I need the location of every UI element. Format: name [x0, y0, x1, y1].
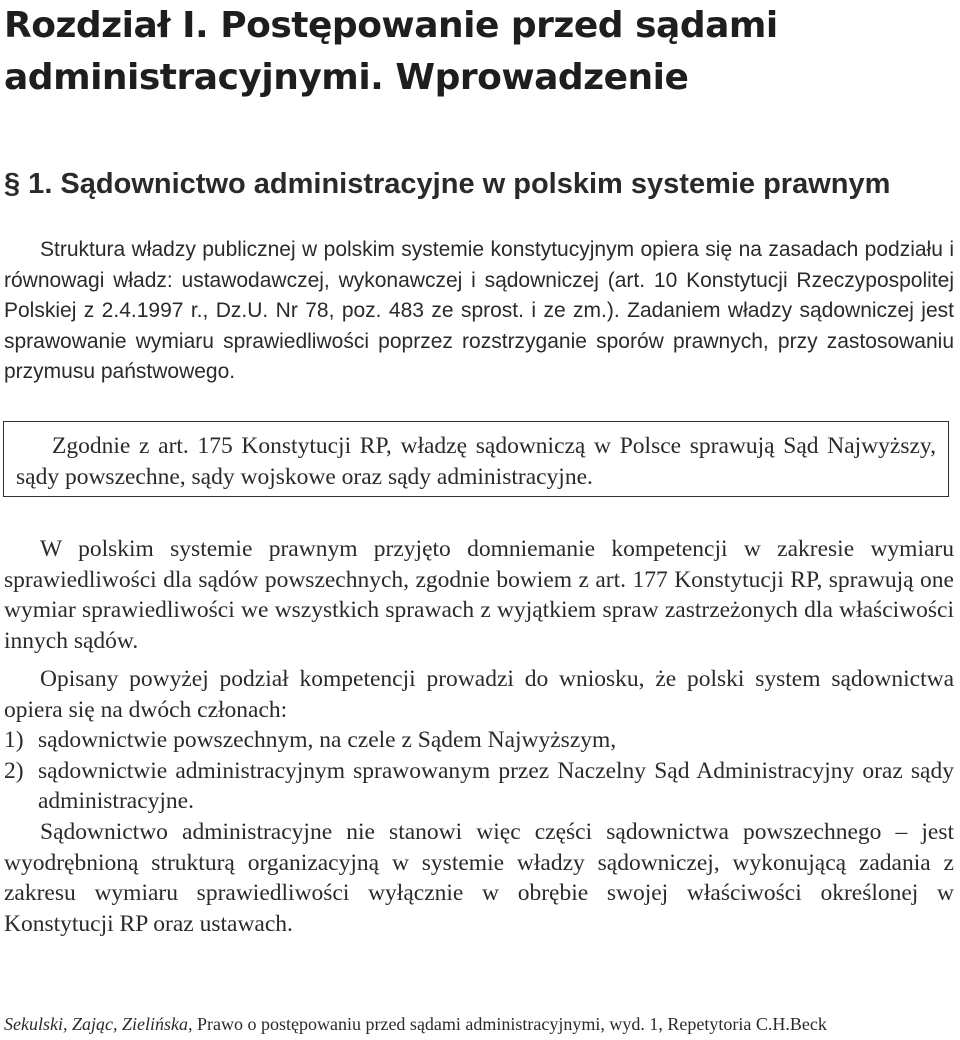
presumption-paragraph: W polskim systemie prawnym przyjęto domniemanie kompetencji w zakresie wymiaru sprawiedliwości dla sądów powszechnych, zgodnie bowiem z art. 177 Konstytucji RP, sprawują one wymiar sprawiedliwości we wszystkich sprawach z wyjątkiem spraw zastrzeżonych dla właściwości innych sądów. — [4, 536, 954, 654]
list-item — [4, 756, 954, 817]
list-item-number: 1) — [4, 727, 24, 753]
list-item-text: sądownictwie administracyjnym sprawowanym przez Naczelny Sąd Administracyjny oraz sądy administracyjne. — [38, 757, 954, 814]
highlight-box — [3, 421, 949, 497]
list-item-number: 2) — [4, 757, 24, 784]
court-systems-list — [4, 725, 954, 817]
list-item-text: sądownictwie powszechnym, na czele z Sądem Najwyższym, — [38, 727, 617, 753]
chapter-title-line-1: Rozdział I. Postępowanie przed sądami — [4, 5, 778, 46]
footer-publication: Prawo o postępowaniu przed sądami administracyjnymi, wyd. 1, Repetytoria C.H.Beck — [192, 1014, 827, 1034]
chapter-title-line-2: administracyjnymi. Wprowadzenie — [4, 57, 689, 98]
highlight-box-text: Zgodnie z art. 175 Konstytucji RP, władzę sądowniczą w Polsce sprawują Sąd Najwyższy, sądy powszechne, sądy wojskowe oraz sądy administracyjne. — [16, 433, 936, 490]
section-title: § 1. Sądownictwo administracyjne w polskim systemie prawnym — [4, 168, 891, 200]
page-footer — [4, 1012, 954, 1036]
conclusion-paragraph: Sądownictwo administracyjne nie stanowi więc części sądownictwa powszechnego – jest wyodrębnioną strukturą organizacyjną w systemie władzy sądowniczej, wykonującą zadania z zakresu wymiaru sprawiedliwości wyłącznie w obrębie swojej właściwości określonej w Konstytucji RP oraz ustawach. — [4, 819, 954, 937]
list-item — [4, 725, 954, 756]
division-paragraph: Opisany powyżej podział kompetencji prowadzi do wniosku, że polski system sądownictwa opiera się na dwóch członach: — [4, 666, 954, 723]
footer-authors: Sekulski, Zając, Zielińska, — [4, 1014, 193, 1034]
intro-paragraph: Struktura władzy publicznej w polskim systemie konstytucyjnym opiera się na zasadach podziału i równowagi władz: ustawodawczej, wykonawczej i sądowniczej (art. 10 Konstytucji Rzeczypospolitej Polskiej z 2.4.1997 r., Dz.U. Nr 78, poz. 483 ze sprost. i ze zm.). Zadaniem władzy sądowniczej jest sprawowanie wymiaru sprawiedliwości poprzez rozstrzyganie sporów prawnych, przy zastosowaniu przymusu państwowego. — [4, 238, 954, 383]
chapter-title — [4, 0, 954, 104]
